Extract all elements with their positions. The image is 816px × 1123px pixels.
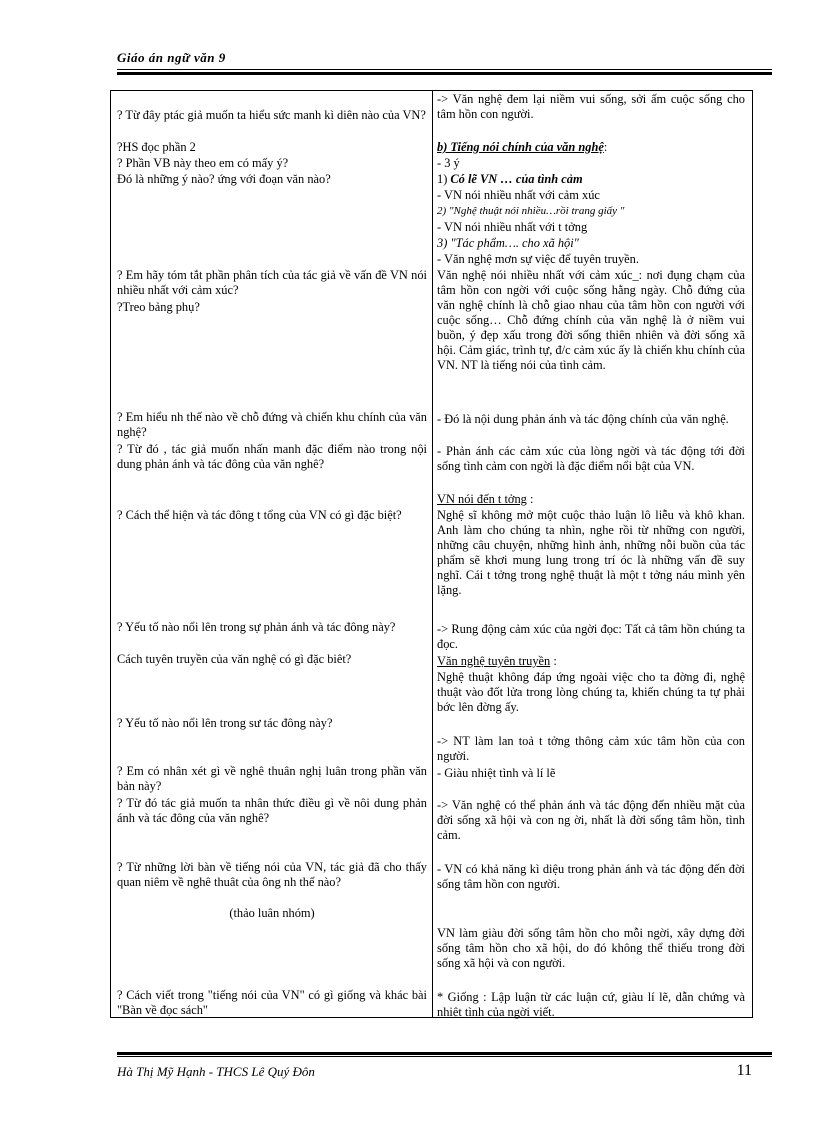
question-12: ? Yếu tố nào nổi lên trong sư tác đông này? [117, 716, 333, 730]
column-divider [432, 91, 433, 1017]
question-3: ? Phần VB này theo em có mấy ý? [117, 156, 289, 170]
question-15: ? Từ những lời bàn về tiếng nói của VN, tác giả đã cho thấy quan niêm về nghê thuât của ông nh thế nào? [117, 860, 427, 889]
page-number: 11 [736, 1062, 752, 1079]
question-15-note: (thảo luân nhóm) [229, 906, 315, 920]
question-1: ? Từ đây ptác giả muốn ta hiểu sức manh kì diên nào của VN? [117, 108, 426, 122]
answer-9: Văn nghệ nói nhiều nhất với cảm xúc_: nơi đụng chạm của tâm hồn con ngời với cuộc sống hằng ngày. Chỗ đứng của văn nghệ chính là chỗ giao nhau của tâm hồn con người với cuộc sống… Chỗ đứng chính của văn nghệ là ở niềm vui buồn, ý đẹp xấu trong đời sống thiên nhiên và đời sống xã hội. Cảm giác, trình tự, đ/c cảm xúc ấy là chiến khu chính của VN. NT là tiếng nói của tình cảm. [437, 268, 745, 372]
answer-14: Nghệ thuật không đáp ứng ngoài việc cho ta đờng đi, nghệ thuật vào đốt lửa trong lòng chúng ta, khiến chúng ta tự phải bớc lên đờng ấy. [437, 670, 745, 714]
answer-4: - VN nói nhiều nhất với cảm xúc [437, 188, 600, 202]
question-6: ?Treo bảng phụ? [117, 300, 200, 314]
question-2: ?HS đọc phần 2 [117, 140, 196, 154]
answer-3 [437, 172, 745, 187]
footer-author: Hà Thị Mỹ Hạnh - THCS Lê Quý Đôn [117, 1064, 315, 1079]
answer-2: - 3 ý [437, 156, 460, 170]
header-rule-thick [117, 72, 772, 75]
section-b-colon: : [603, 140, 608, 154]
heading-3 [437, 654, 745, 669]
heading-2 [437, 492, 745, 507]
header-rule [117, 69, 772, 70]
heading-3-colon: : [550, 654, 557, 668]
answer-19: VN làm giàu đời sống tâm hồn cho mỗi ngời, xây dựng đời sống tâm hồn cho xã hội, do đó không thể thiếu trong đời sống xã hội và con người. [437, 926, 745, 970]
question-16: ? Cách viết trong "tiếng nói của VN" có gì giống và khác bài "Bàn về đọc sách" [117, 988, 427, 1017]
section-b-title: b) Tiếng nói chính của văn nghệ [437, 140, 604, 154]
question-4: Đó là những ý nào? ứng với đoạn văn nào? [117, 172, 331, 186]
heading-2-title: VN nói đến t tởng [437, 492, 527, 506]
answer-11: - Phản ánh các cảm xúc của lòng ngời và tác động tới đời sống tình cảm con ngời là đặc điểm nổi bật của VN. [437, 444, 745, 473]
answer-3-text: Có lẽ VN … của tình cảm [450, 172, 583, 186]
answer-15: -> NT làm lan toả t tởng thông cảm xúc tâm hồn của con người. [437, 734, 745, 763]
answer-10: - Đó là nội dung phản ánh và tác động chính của văn nghệ. [437, 412, 729, 426]
answer-7: 3) "Tác phẩm…. cho xã hội" [437, 236, 579, 250]
answer-20: * Giống : Lập luận từ các luận cứ, giàu lí lẽ, dẫn chứng và nhiệt tình của ngời viết. [437, 990, 745, 1019]
question-13: ? Em có nhân xét gì về nghê thuân nghị luân trong phần văn bản này? [117, 764, 427, 793]
question-8: ? Từ đó , tác giả muốn nhấn manh đặc điểm nào trong nội dung phản ánh và tác đông của văn nghê? [117, 442, 427, 471]
answer-12: Nghệ sĩ không mở một cuộc thảo luận lô liễu và khô khan. Anh làm cho chúng ta nhìn, nghe rồi từ những con người, những câu chuyện, những hình ảnh, những nỗi buồn của tác phẩm sẽ khơi mung lung trong trí óc là những vấn đề suy nghĩ. Cái t tởng trong nghệ thuật là một t tởng náu mình yên lặng. [437, 508, 745, 597]
footer-rule-right [447, 1052, 772, 1055]
header-title: Giáo án ngữ văn 9 [117, 50, 226, 65]
heading-2-colon: : [526, 492, 534, 506]
answer-8: - Văn nghệ mơn sự việc để tuyên truyền. [437, 252, 639, 266]
answer-1: -> Văn nghệ đem lại niềm vui sống, sởi ấm cuộc sống cho tâm hồn con người. [437, 92, 745, 121]
answer-13: -> Rung động cảm xúc của ngời đọc: Tất cả tâm hồn chúng ta đọc. [437, 622, 745, 651]
section-b-heading [437, 140, 745, 155]
answer-5: 2) "Nghệ thuật nói nhiều…rồi trang giấy " [437, 205, 625, 217]
question-9: ? Cách thể hiện và tác đông t tổng của VN có gì đặc biệt? [117, 508, 402, 522]
question-11: Cách tuyên truyền của văn nghệ có gì đặc biêt? [117, 652, 352, 666]
answer-17: -> Văn nghệ có thể phản ánh và tác động đến nhiều mặt của đời sống xã hội và con ng ời, nhất là đời sống tâm hồn, tình cảm. [437, 798, 745, 842]
question-7: ? Em hiểu nh thế nào về chỗ đứng và chiến khu chính của văn nghệ? [117, 410, 427, 439]
answer-3-number: 1) [437, 172, 451, 186]
answer-18: - VN có khả năng kì diệu trong phản ánh và tác động đến đời sống tâm hồn con người. [437, 862, 745, 891]
page-header [117, 50, 772, 66]
answer-16: - Giàu nhiệt tình và lí lẽ [437, 766, 556, 780]
heading-3-title: Văn nghệ tuyên truyền [437, 654, 551, 668]
footer-rule [117, 1056, 772, 1057]
question-5: ? Em hãy tóm tắt phần phân tích của tác giả về vấn đề VN nói nhiều nhất với cảm xúc? [117, 268, 427, 297]
question-10: ? Yếu tố nào nổi lên trong sự phản ánh và tác đông này? [117, 620, 396, 634]
footer-rule-left [117, 1052, 447, 1055]
question-14: ? Từ đó tác giả muốn ta nhân thức điều gì về nôi dung phản ánh và tác đông của văn nghê? [117, 796, 427, 825]
answer-6: - VN nói nhiều nhất với t tởng [437, 220, 588, 234]
